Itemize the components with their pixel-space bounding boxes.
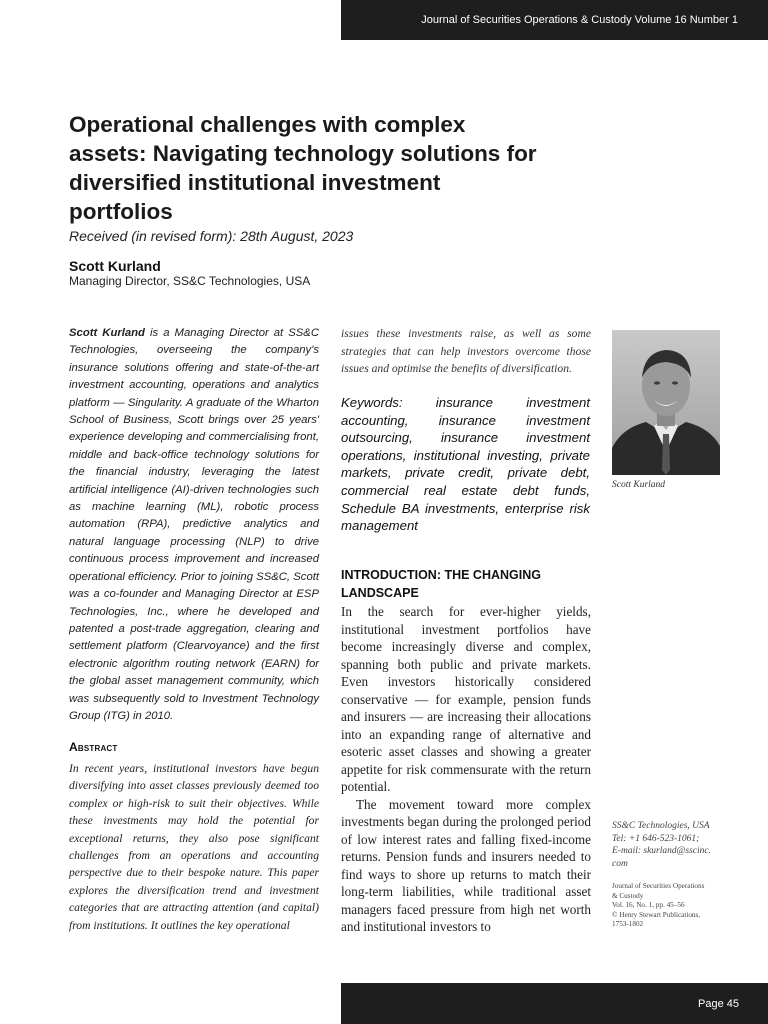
introduction-paragraph-1: In the search for ever-higher yields, institutional investment portfolios have become increasingly diverse and complex, spanning both public and private markets. Even investors historically considered conservative — for example, pension funds and insurers — are increasing their allocations into an expanding range of alternative and esoteric asset classes and showing a greater appetite for risk commensurate with the return potential. [341,604,591,794]
affiliation-email-continued: com [612,858,628,869]
page-number: Page 45 [698,997,739,1010]
citation-line: 1753-1802 [612,920,644,928]
keywords: Keywords: insurance investment accounting, insurance investment outsourcing, insurance investment operations, institutional investing, private markets, private credit, private debt, commercial real estate debt funds, Schedule BA investments, enterprise risk management [341,395,590,534]
author-affiliation [612,820,727,870]
citation-line: Vol. 16, No. 1, pp. 45–56 [612,901,685,909]
photo-caption: Scott Kurland [612,480,666,490]
journal-header-bar [341,0,768,40]
affiliation-line: SS&C Technologies, USA [612,821,710,831]
author-photo [612,330,720,475]
bio-author-name: Scott Kurland [69,327,145,339]
received-date: Received (in revised form): 28th August, 2023 [69,228,354,244]
page-footer-bar [341,983,768,1024]
citation-line: © Henry Stewart Publications, [612,910,701,919]
author-bio [69,325,319,725]
abstract-heading: Abstract [69,740,118,754]
author-portrait-illustration [612,330,720,475]
author-name: Scott Kurland [69,258,161,274]
citation-line: Journal of Securities Operations [612,882,705,890]
introduction-paragraph-2: The movement toward more complex investments began during the prolonged period of low interest rates and falling fixed-income returns. Pension funds and insurers needed to find ways to shore up returns to match their long-term liabilities, while traditional asset managers faced pressure from high net worth and institutional investors to [341,796,591,934]
abstract-continuation: issues these investments raise, as well as some strategies that can help investors overcome those issues and optimise the benefits of diversification. [341,327,591,376]
article-title: Operational challenges with complex assets: Navigating technology solutions for diversified institutional investment portfolios [69,112,537,224]
affiliation-phone: Tel: +1 646-523-1061; [612,833,700,844]
author-role: Managing Director, SS&C Technologies, USA [69,274,311,288]
bio-text: is a Managing Director at SS&C Technologies, overseeing the company's insurance solutions offering and state-of-the-art investment accounting, operations and analytics platform — Singularity. A graduate of the Wharton School of Business, Scott brings over 25 years' experience developing and commercialising front, middle and back-office technology solutions for the financial industry, leveraging the latest artificial intelligence (AI)-driven technologies such as machine learning (ML), robotic process automation (RPA), predictive analytics and natural language processing (NLP) to drive continuous process improvement and increased operational efficiency. Prior to joining SS&C, Scott was a co-founder and Managing Director at ESP Technologies, Inc., where he developed and patented a post-trade aggregation, clearing and settlement platform (Clearvoyance) and the first electronic algorithm routing network (EARN) for the global asset management community, which was subsequently sold to Investment Technology Group (ITG) in 2010. [69,327,319,722]
abstract-text: In recent years, institutional investors have begun diversifying into asset classes previously deemed too complex or high-risk to suit their objectives. While these investments may hold the potential for exceptional returns, they also pose significant challenges from an operations and accounting perspective due to their bespoke nature. This paper explores the diversification trend and investment categories that are attracting attention (and capital) from institutions. It outlines the key operational [69,762,319,932]
section-heading-introduction: INTRODUCTION: THE CHANGING LANDSCAPE [341,568,541,600]
journal-citation [612,882,727,930]
citation-line: & Custody [612,891,644,900]
introduction-body [341,603,591,936]
journal-header-text: Journal of Securities Operations & Custody Volume 16 Number 1 [421,14,738,26]
affiliation-email: E-mail: skurland@sscinc. [612,846,711,856]
